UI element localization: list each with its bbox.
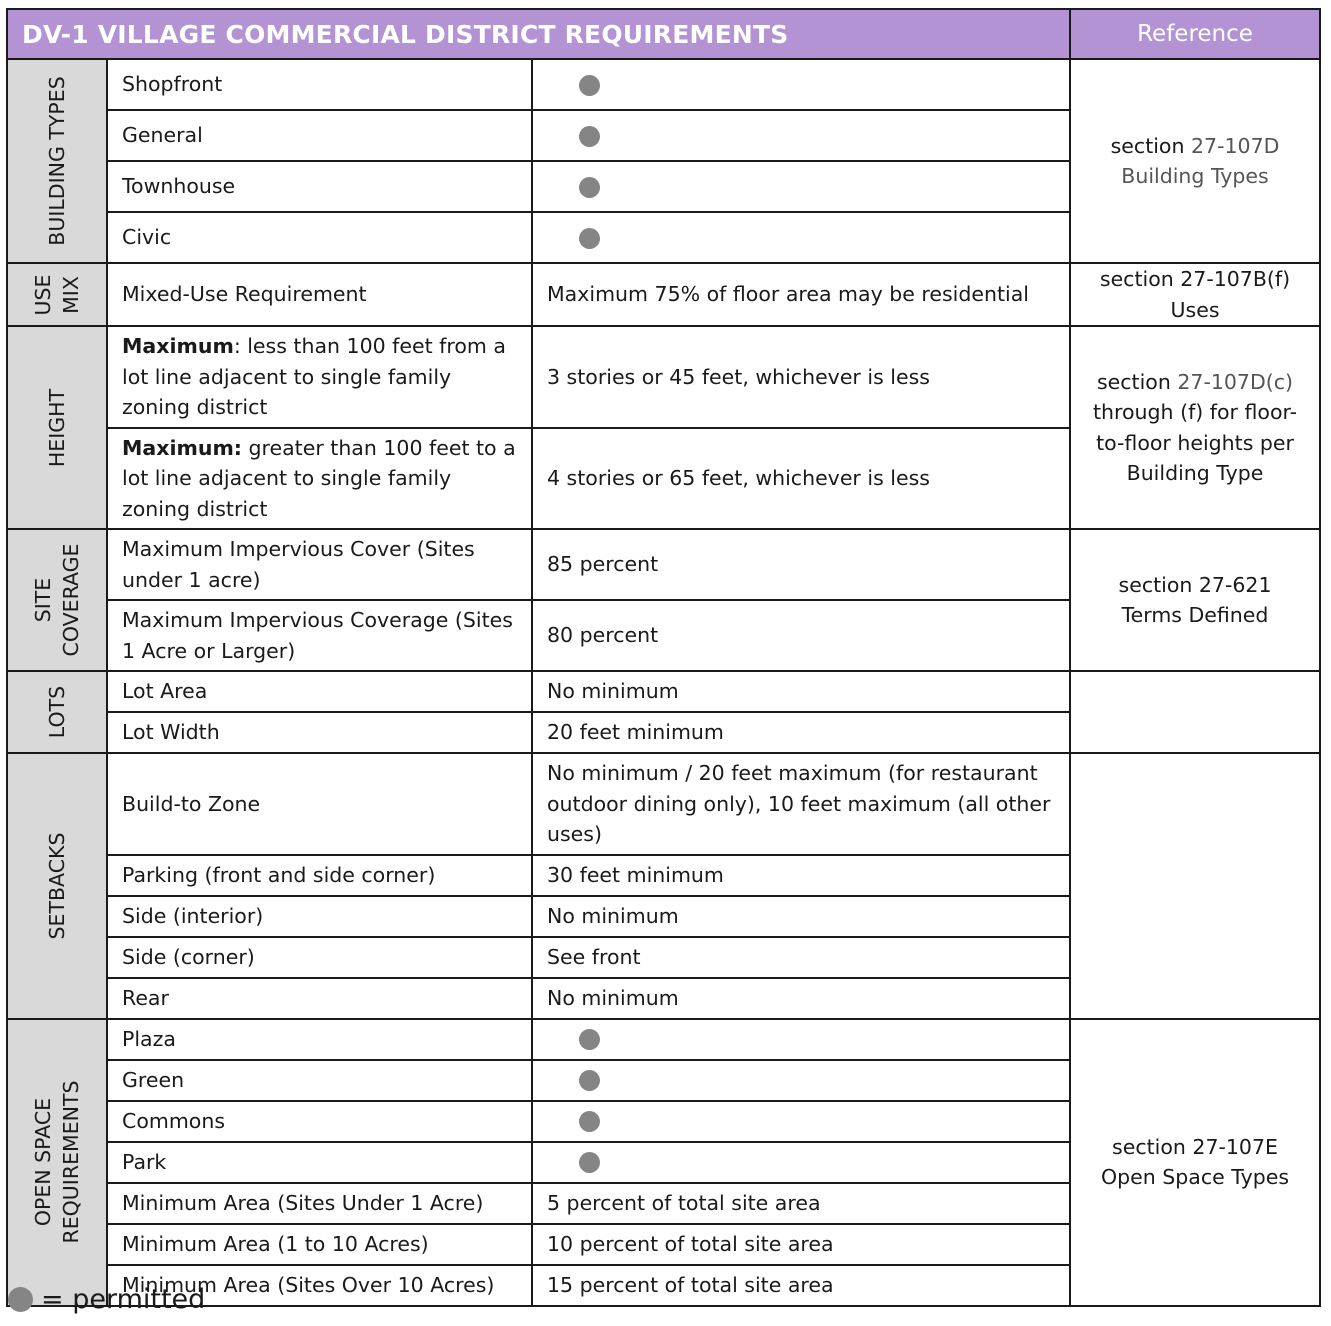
row-value: 15 percent of total site area — [532, 1265, 1070, 1306]
legend — [8, 1284, 205, 1315]
row-value: 5 percent of total site area — [532, 1183, 1070, 1224]
table-row — [7, 263, 1320, 326]
category-lots: LOTS — [7, 671, 107, 753]
row-value: Maximum 75% of floor area may be residential — [532, 263, 1070, 326]
category-open-space: OPEN SPACE REQUIREMENTS — [7, 1019, 107, 1306]
permitted-dot-icon — [579, 1029, 600, 1050]
permitted-dot-icon — [579, 126, 600, 147]
table-title: DV-1 VILLAGE COMMERCIAL DISTRICT REQUIREMENTS — [7, 9, 1070, 59]
table-row — [7, 59, 1320, 110]
permitted-dot-icon — [579, 75, 600, 96]
row-label: Shopfront — [107, 59, 532, 110]
reference-lots — [1070, 671, 1320, 753]
row-label: Maximum Impervious Cover (Sites under 1 acre) — [107, 529, 532, 600]
header-row — [7, 9, 1320, 59]
row-label: Mixed-Use Requirement — [107, 263, 532, 326]
row-label: Maximum: less than 100 feet from a lot line adjacent to single family zoning district — [107, 326, 532, 428]
row-value — [532, 1142, 1070, 1183]
row-value — [532, 1019, 1070, 1060]
row-label: General — [107, 110, 532, 161]
row-value: 80 percent — [532, 600, 1070, 671]
reference-use-mix: section 27-107B(f) Uses — [1070, 263, 1320, 326]
requirements-table — [6, 8, 1321, 1307]
row-value — [532, 1101, 1070, 1142]
permitted-dot-icon — [8, 1287, 33, 1312]
permitted-dot-icon — [579, 228, 600, 249]
table-row — [7, 671, 1320, 712]
reference-site-coverage: section 27-621 Terms Defined — [1070, 529, 1320, 671]
category-building-types: BUILDING TYPES — [7, 59, 107, 263]
row-label: Build-to Zone — [107, 753, 532, 855]
row-label: Minimum Area (Sites Over 10 Acres) — [107, 1265, 532, 1306]
row-value: 30 feet minimum — [532, 855, 1070, 896]
row-label: Side (interior) — [107, 896, 532, 937]
category-setbacks: SETBACKS — [7, 753, 107, 1019]
row-value — [532, 59, 1070, 110]
row-label: Green — [107, 1060, 532, 1101]
category-site-coverage: SITE COVERAGE — [7, 529, 107, 671]
row-label: Commons — [107, 1101, 532, 1142]
row-value: 3 stories or 45 feet, whichever is less — [532, 326, 1070, 428]
row-value: 4 stories or 65 feet, whichever is less — [532, 428, 1070, 530]
row-value: 85 percent — [532, 529, 1070, 600]
row-value: No minimum / 20 feet maximum (for restaurant outdoor dining only), 10 feet maximum (all other uses) — [532, 753, 1070, 855]
table-row — [7, 529, 1320, 600]
category-use-mix: USE MIX — [7, 263, 107, 326]
reference-setbacks — [1070, 753, 1320, 1019]
permitted-dot-icon — [579, 177, 600, 198]
category-height: HEIGHT — [7, 326, 107, 529]
row-value: See front — [532, 937, 1070, 978]
row-value — [532, 161, 1070, 212]
row-label: Side (corner) — [107, 937, 532, 978]
permitted-dot-icon — [579, 1111, 600, 1132]
table-row — [7, 326, 1320, 428]
row-value — [532, 110, 1070, 161]
row-label: Park — [107, 1142, 532, 1183]
table-row — [7, 1019, 1320, 1060]
row-value: No minimum — [532, 896, 1070, 937]
row-label: Lot Width — [107, 712, 532, 753]
row-label: Maximum: greater than 100 feet to a lot line adjacent to single family zoning district — [107, 428, 532, 530]
reference-building-types: section 27-107D Building Types — [1070, 59, 1320, 263]
row-value — [532, 212, 1070, 263]
table-row — [7, 753, 1320, 855]
permitted-dot-icon — [579, 1152, 600, 1173]
permitted-dot-icon — [579, 1070, 600, 1091]
row-label: Minimum Area (1 to 10 Acres) — [107, 1224, 532, 1265]
reference-open-space: section 27-107E Open Space Types — [1070, 1019, 1320, 1306]
row-label: Civic — [107, 212, 532, 263]
row-value: 20 feet minimum — [532, 712, 1070, 753]
row-label: Townhouse — [107, 161, 532, 212]
row-value: No minimum — [532, 978, 1070, 1019]
row-label: Minimum Area (Sites Under 1 Acre) — [107, 1183, 532, 1224]
legend-text: = permitted — [41, 1284, 206, 1315]
reference-height: section 27-107D(c) through (f) for floor-to-floor heights per Building Type — [1070, 326, 1320, 529]
row-label: Maximum Impervious Coverage (Sites 1 Acre or Larger) — [107, 600, 532, 671]
row-label: Parking (front and side corner) — [107, 855, 532, 896]
row-label: Rear — [107, 978, 532, 1019]
row-value — [532, 1060, 1070, 1101]
reference-header: Reference — [1070, 9, 1320, 59]
row-value: No minimum — [532, 671, 1070, 712]
row-label: Plaza — [107, 1019, 532, 1060]
row-label: Lot Area — [107, 671, 532, 712]
row-value: 10 percent of total site area — [532, 1224, 1070, 1265]
